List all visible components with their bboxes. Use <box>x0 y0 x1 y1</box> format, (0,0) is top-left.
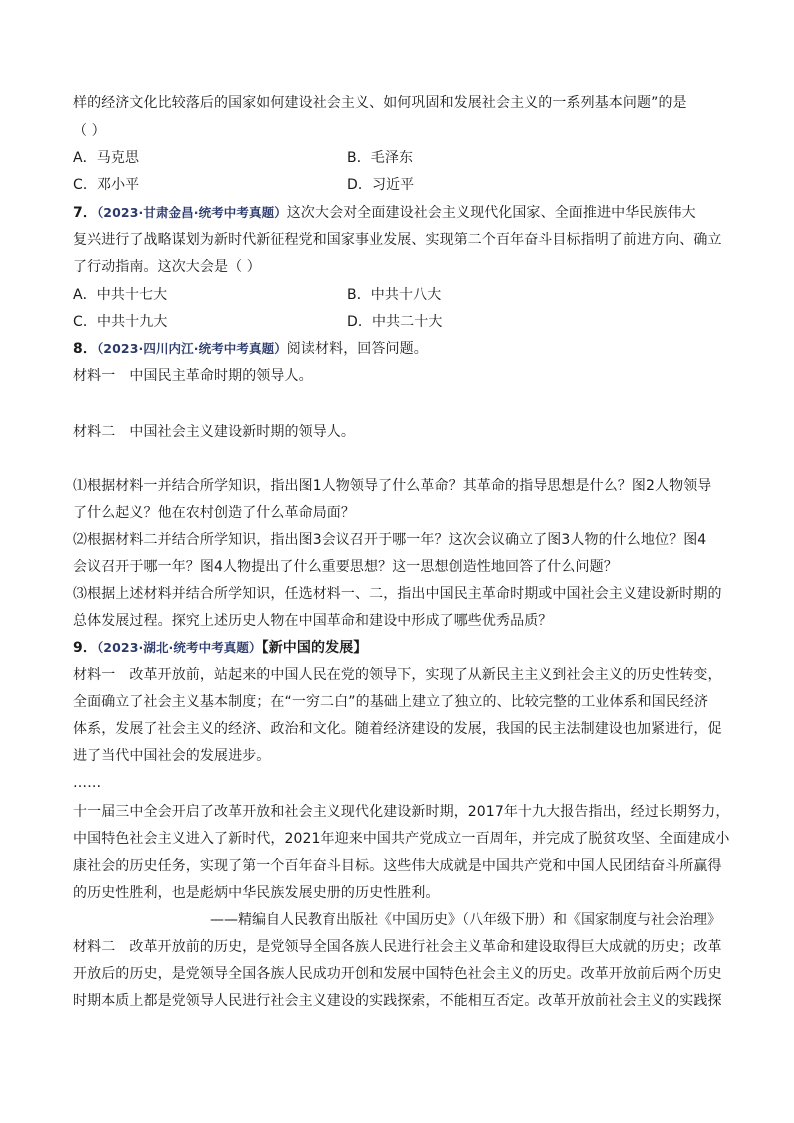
q8-sub3-line-2: 总体发展过程。探究上述历史人物在中国革命和建设中形成了哪些优秀品质？ <box>73 613 553 629</box>
q7-source: （2023·甘肃金昌·统考中考真题） <box>96 205 287 220</box>
q7-option-a: A．中共十七大 <box>73 287 168 303</box>
q7-line-1 <box>73 203 696 223</box>
q8-sub1-line-1: ⑴根据材料一并结合所学知识，指出图1人物领导了什么革命？其革命的指导思想是什么？图2人物领导 <box>73 478 712 494</box>
q9-para2-line-4: 的历史性胜利，也是彪炳中华民族发展史册的历史性胜利。 <box>73 885 440 901</box>
q7-stem-1: 这次大会对全面建设社会主义现代化国家、全面推进中华民族伟大 <box>286 205 696 221</box>
q7-option-c: C．中共十九大 <box>73 314 168 330</box>
q6-option-c: C．邓小平 <box>73 177 140 193</box>
q9-para2-line-1: 十一届三中全会开启了改革开放和社会主义现代化建设新时期，2017年十九大报告指出，经过长期努力， <box>73 804 730 820</box>
q8-intro: 阅读材料，回答问题。 <box>286 341 428 357</box>
q6-option-b: B．毛泽东 <box>347 150 414 166</box>
q8-material-1: 材料一 中国民主革命时期的领导人。 <box>73 368 313 384</box>
q9-source: （2023·湖北·统考中考真题） <box>96 640 262 655</box>
q9-number: 9． <box>73 640 97 656</box>
q9-material2-line-3: 时期本质上都是党领导人民进行社会主义建设的实践探索，不能相互否定。改革开放前社会主义的实践探 <box>73 993 722 1009</box>
q8-sub3-line-1: ⑶根据上述材料并结合所学知识，任选材料一、二，指出中国民主革命时期或中国社会主义建设新时期的 <box>73 586 722 602</box>
q8-material-2: 材料二 中国社会主义建设新时期的领导人。 <box>73 424 355 440</box>
q9-material1-line-4: 进了当代中国社会的发展进步。 <box>73 748 271 764</box>
q9-material1-line-1: 材料一 改革开放前，站起来的中国人民在党的领导下，实现了从新民主主义到社会主义的历史性转变， <box>73 667 722 683</box>
q9-material2-line-1: 材料二 改革开放前的历史，是党领导全国各族人民进行社会主义革命和建设取得巨大成就的历史；改革 <box>73 939 722 955</box>
q8-line-1 <box>73 339 428 359</box>
q7-line-2: 复兴进行了战略谋划为新时代新征程党和国家事业发展、实现第二个百年奋斗目标指明了前进方向、确立 <box>73 232 722 248</box>
q9-topic: 【新中国的发展】 <box>261 640 368 656</box>
q6-answer-paren: （ ） <box>73 123 106 139</box>
q7-option-b: B．中共十八大 <box>347 287 442 303</box>
q7-line-3: 了行动指南。这次大会是（ ） <box>73 259 261 275</box>
q9-material1-line-3: 体系，发展了社会主义的经济、政治和文化。随着经济建设的发展，我国的民主法制建设也加紧进行，促 <box>73 721 722 737</box>
q9-para2-line-3: 康社会的历史任务，实现了第一个百年奋斗目标。这些伟大成就是中国共产党和中国人民团结奋斗所赢得 <box>73 858 722 874</box>
q9-material1-line-2: 全面确立了社会主义基本制度；在“一穷二白”的基础上建立了独立的、比较完整的工业体系和国民经济 <box>73 694 709 710</box>
q6-stem-tail: 样的经济文化比较落后的国家如何建设社会主义、如何巩固和发展社会主义的一系列基本问题”的是 <box>73 95 687 111</box>
q9-line-1 <box>73 638 367 658</box>
q8-source: （2023·四川内江·统考中考真题） <box>96 341 287 356</box>
q8-sub2-line-2: 会议召开于哪一年？图4人物提出了什么重要思想？这一思想创造性地回答了什么问题？ <box>73 559 618 575</box>
q9-para2-line-2: 中国特色社会主义进入了新时代，2021年迎来中国共产党成立一百周年，并完成了脱贫攻坚、全面建成小 <box>73 831 730 847</box>
q7-option-d: D．中共二十大 <box>347 314 443 330</box>
q9-material2-line-2: 开放后的历史，是党领导全国各族人民成功开创和发展中国特色社会主义的历史。改革开放前后两个历史 <box>73 966 722 982</box>
q8-number: 8． <box>73 341 97 357</box>
q9-ellipsis: …… <box>73 775 102 791</box>
q7-number: 7． <box>73 205 97 221</box>
q6-option-d: D．习近平 <box>347 177 415 193</box>
q9-citation: ——精编自人民教育出版社《中国历史》（八年级下册）和《国家制度与社会治理》 <box>210 912 721 928</box>
q8-sub2-line-1: ⑵根据材料二并结合所学知识，指出图3会议召开于哪一年？这次会议确立了图3人物的什么地位？图4 <box>73 532 707 548</box>
q6-option-a: A．马克思 <box>73 150 140 166</box>
q8-sub1-line-2: 了什么起义？他在农村创造了什么革命局面？ <box>73 505 355 521</box>
